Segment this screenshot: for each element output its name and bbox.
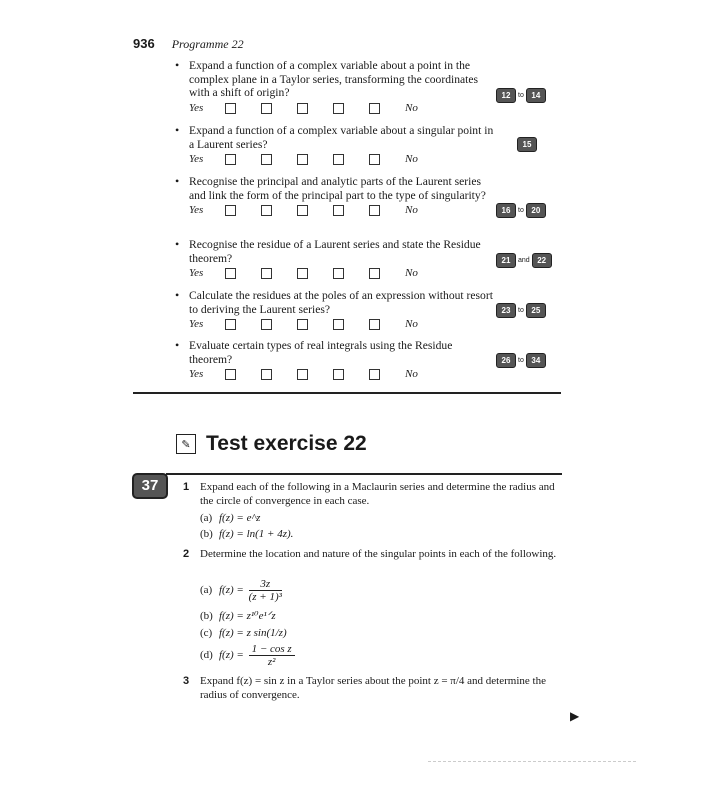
rating-yes-label: Yes bbox=[189, 318, 204, 330]
rating-checkbox[interactable] bbox=[297, 369, 308, 380]
rating-scale bbox=[189, 368, 495, 382]
objective-item bbox=[175, 339, 495, 382]
frame-number: 14 bbox=[526, 88, 546, 103]
rating-checkbox[interactable] bbox=[333, 369, 344, 380]
frame-number: 21 bbox=[496, 253, 516, 268]
rating-checkbox[interactable] bbox=[333, 319, 344, 330]
rating-checkbox[interactable] bbox=[297, 205, 308, 216]
rating-no-label: No bbox=[405, 153, 418, 165]
rating-checkbox[interactable] bbox=[225, 369, 236, 380]
expression: f(z) = e^z bbox=[219, 512, 261, 524]
question-text: Determine the location and nature of the singular points in each of the following. bbox=[200, 548, 557, 560]
rating-checkbox[interactable] bbox=[369, 268, 380, 279]
rating-no-label: No bbox=[405, 101, 418, 114]
rating-yes-label: Yes bbox=[189, 153, 204, 165]
objective-item bbox=[175, 175, 495, 218]
objective-text: Expand a function of a complex variable about a point in the complex plane in a Taylor series, transforming the coordinates with a shift of origin? bbox=[189, 59, 479, 99]
rating-yes-label: Yes bbox=[189, 368, 204, 380]
frame-reference bbox=[496, 353, 546, 368]
rating-scale bbox=[189, 153, 495, 167]
test-rule bbox=[166, 473, 562, 475]
frame-separator: to bbox=[518, 207, 524, 214]
rating-checkbox[interactable] bbox=[333, 103, 344, 114]
expression-lhs: f(z) = bbox=[219, 584, 244, 597]
bullet-icon: • bbox=[175, 237, 180, 251]
pen-icon: ✎ bbox=[176, 434, 196, 454]
frame-number: 16 bbox=[496, 203, 516, 218]
rating-checkbox[interactable] bbox=[369, 369, 380, 380]
question-number: 1 bbox=[183, 481, 190, 493]
rating-checkbox[interactable] bbox=[225, 205, 236, 216]
rating-scale bbox=[189, 318, 495, 332]
rating-checkbox[interactable] bbox=[333, 268, 344, 279]
rating-checkbox[interactable] bbox=[297, 319, 308, 330]
frame-number: 34 bbox=[526, 353, 546, 368]
question-part: (d) f(z) = $\frac{\text{1 − cos z}}{\text{z²}}$ bbox=[200, 643, 295, 668]
bullet-icon: • bbox=[175, 123, 180, 137]
expression-lhs: f(z) = bbox=[219, 649, 244, 662]
test-heading bbox=[176, 432, 367, 456]
objective-text: Recognise the principal and analytic parts of the Laurent series and link the form of the principal part to the type of singularity? bbox=[189, 175, 486, 202]
rating-checkbox[interactable] bbox=[261, 319, 272, 330]
rating-checkbox[interactable] bbox=[369, 103, 380, 114]
rating-checkbox[interactable] bbox=[261, 268, 272, 279]
rating-checkbox[interactable] bbox=[333, 205, 344, 216]
objective-text: Calculate the residues at the poles of an expression without resort to deriving the Laurent series? bbox=[189, 289, 493, 316]
rating-no-label: No bbox=[405, 318, 418, 330]
page-number: 936 bbox=[133, 36, 155, 51]
frame-reference bbox=[496, 88, 546, 103]
frame-reference bbox=[496, 253, 552, 268]
question-text: Expand f(z) = sin z in a Taylor series about the point z = π/4 and determine the radius of convergence. bbox=[200, 675, 546, 701]
frame-number: 20 bbox=[526, 203, 546, 218]
rating-checkbox[interactable] bbox=[261, 369, 272, 380]
rating-checkbox[interactable] bbox=[369, 319, 380, 330]
question-part: (a) f(z) = e^z bbox=[200, 512, 261, 524]
section-divider bbox=[133, 392, 561, 394]
page-header bbox=[133, 36, 244, 52]
question-part: (c) f(z) = z sin(1/z) bbox=[200, 627, 287, 639]
question-2 bbox=[183, 548, 563, 562]
bullet-icon: • bbox=[175, 58, 180, 72]
programme-label: Programme 22 bbox=[171, 37, 244, 51]
frame-number: 15 bbox=[517, 137, 537, 152]
rating-yes-label: Yes bbox=[189, 204, 204, 216]
rating-no-label: No bbox=[405, 267, 418, 279]
question-3 bbox=[183, 675, 563, 702]
rating-checkbox[interactable] bbox=[225, 154, 236, 165]
question-number: 2 bbox=[183, 548, 190, 560]
fraction: $\frac{3z}{\text{(z + 1)³}}$ bbox=[248, 578, 282, 603]
frame-number: 22 bbox=[532, 253, 552, 268]
question-part: (a) f(z) = $\frac{3z}{\text{(z + 1)³}}$ bbox=[200, 578, 282, 603]
rating-checkbox[interactable] bbox=[297, 268, 308, 279]
objective-item bbox=[175, 59, 495, 115]
question-number: 3 bbox=[183, 675, 190, 687]
test-title: Test exercise 22 bbox=[206, 432, 367, 455]
objective-item bbox=[175, 289, 495, 332]
bullet-icon: • bbox=[175, 174, 180, 188]
frame-separator: and bbox=[518, 257, 530, 264]
rating-checkbox[interactable] bbox=[261, 205, 272, 216]
rating-yes-label: Yes bbox=[189, 267, 204, 279]
frame-separator: to bbox=[518, 307, 524, 314]
objective-item bbox=[175, 124, 495, 167]
rating-yes-label: Yes bbox=[189, 101, 204, 114]
rating-checkbox[interactable] bbox=[225, 319, 236, 330]
objective-text: Evaluate certain types of real integrals using the Residue theorem? bbox=[189, 339, 453, 366]
rating-checkbox[interactable] bbox=[369, 205, 380, 216]
rating-checkbox[interactable] bbox=[333, 154, 344, 165]
bullet-icon: • bbox=[175, 288, 180, 302]
rating-scale bbox=[189, 267, 495, 281]
question-part: (b) f(z) = z¹⁰e¹ᐟz bbox=[200, 610, 276, 622]
frame-reference bbox=[496, 203, 546, 218]
rating-checkbox[interactable] bbox=[225, 268, 236, 279]
rating-checkbox[interactable] bbox=[297, 103, 308, 114]
frame-number: 12 bbox=[496, 88, 516, 103]
question-part: (b) f(z) = ln(1 + 4z). bbox=[200, 528, 294, 540]
rating-no-label: No bbox=[405, 368, 418, 380]
frame-separator: to bbox=[518, 357, 524, 364]
rating-checkbox[interactable] bbox=[369, 154, 380, 165]
question-1 bbox=[183, 481, 563, 508]
rating-checkbox[interactable] bbox=[297, 154, 308, 165]
frame-number: 23 bbox=[496, 303, 516, 318]
frame-badge: 37 bbox=[132, 473, 168, 499]
expression: f(z) = z sin(1/z) bbox=[219, 627, 287, 639]
objective-item bbox=[175, 238, 495, 281]
rating-no-label: No bbox=[405, 204, 418, 216]
faint-dashed-line bbox=[428, 761, 636, 762]
expression: f(z) = z¹⁰e¹ᐟz bbox=[219, 610, 276, 622]
frame-reference bbox=[496, 303, 546, 318]
frame-reference bbox=[517, 137, 537, 152]
rating-checkbox[interactable] bbox=[261, 103, 272, 114]
rating-checkbox[interactable] bbox=[261, 154, 272, 165]
fraction: $\frac{\text{1 − cos z}}{\text{z²}}$ bbox=[249, 643, 295, 668]
frame-separator: to bbox=[518, 92, 524, 99]
rating-checkbox[interactable] bbox=[225, 103, 236, 114]
expression: f(z) = ln(1 + 4z). bbox=[219, 528, 294, 540]
rating-scale bbox=[189, 102, 495, 116]
objective-text: Expand a function of a complex variable about a singular point in a Laurent series? bbox=[189, 124, 494, 151]
frame-number: 26 bbox=[496, 353, 516, 368]
next-page-arrow-icon[interactable]: ▶ bbox=[570, 709, 580, 723]
frame-number: 25 bbox=[526, 303, 546, 318]
question-text: Expand each of the following in a Maclaurin series and determine the radius and the circle of convergence in each case. bbox=[200, 481, 555, 507]
bullet-icon: • bbox=[175, 338, 180, 352]
objective-text: Recognise the residue of a Laurent series and state the Residue theorem? bbox=[189, 238, 481, 265]
rating-scale bbox=[189, 204, 495, 218]
